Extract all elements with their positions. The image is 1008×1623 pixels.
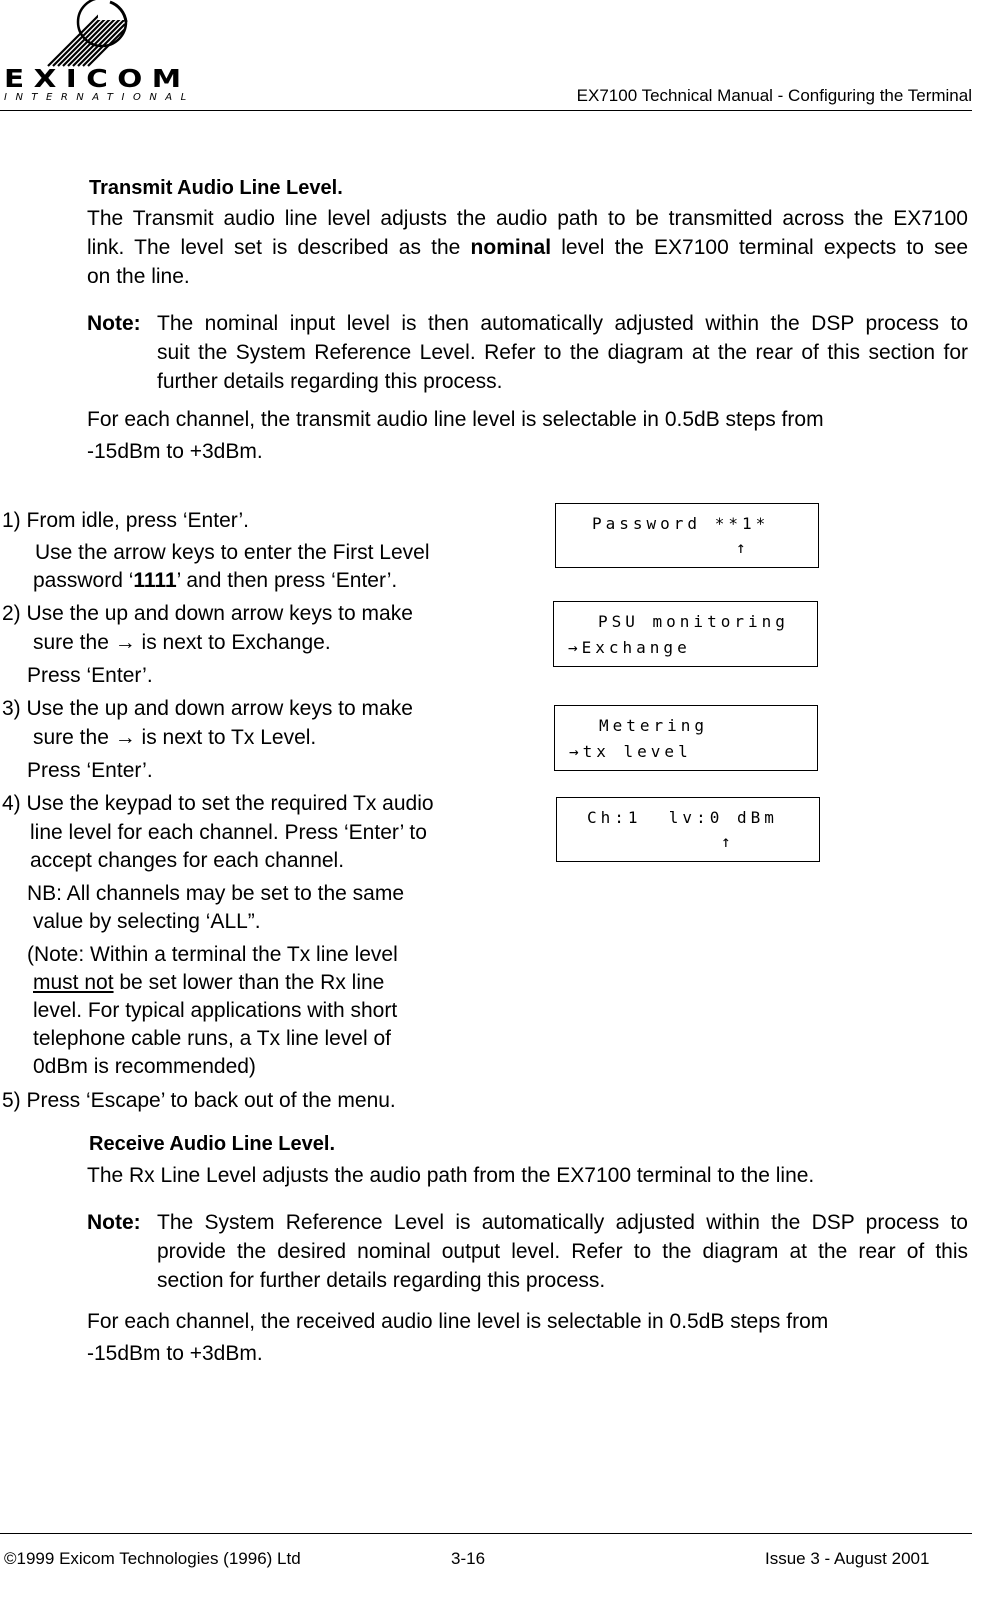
step-3-detail: sure the → is next to Tx Level. (33, 726, 317, 749)
lcd-line: Password **1* (592, 514, 770, 533)
lcd-metering-screen (554, 705, 818, 771)
step-4: 4) Use the keypad to set the required Tx audio (2, 792, 434, 815)
step-4-note: telephone cable runs, a Tx line level of (33, 1027, 392, 1050)
text-line: on the line. (87, 265, 190, 288)
rx-note-label: Note: (87, 1211, 141, 1234)
up-arrow-icon: ↑ (721, 832, 735, 851)
rx-range-line2: -15dBm to +3dBm. (87, 1342, 263, 1365)
step-4-detail: accept changes for each channel. (30, 849, 345, 872)
step-4-note: 0dBm is recommended) (33, 1055, 256, 1078)
text-line: link. The level set is described as the nominal level the EX7100 terminal expects to see (87, 236, 969, 259)
step-3: 3) Use the up and down arrow keys to make (2, 697, 413, 720)
step-1-password: password ‘1111’ and then press ‘Enter’. (33, 569, 398, 592)
footer-issue: Issue 3 - August 2001 (765, 1549, 930, 1568)
up-arrow-icon: ↑ (736, 538, 750, 557)
page-header-title: EX7100 Technical Manual - Configuring the Terminal (576, 86, 972, 105)
text-line: suit the System Reference Level. Refer to the diagram at the rear of this section for (157, 341, 968, 364)
step-5: 5) Press ‘Escape’ to back out of the menu. (2, 1089, 396, 1112)
step-4-note: must not be set lower than the Rx line (33, 971, 385, 994)
lcd-line: Metering (599, 716, 709, 735)
step-3-enter: Press ‘Enter’. (27, 759, 153, 782)
footer-copyright: ©1999 Exicom Technologies (1996) Ltd (4, 1549, 301, 1568)
rx-heading: Receive Audio Line Level. (89, 1133, 336, 1155)
step-2: 2) Use the up and down arrow keys to make (2, 602, 413, 625)
step-4-detail: line level for each channel. Press ‘Enter’ to (30, 821, 427, 844)
lcd-line: Ch:1 lv:0 dBm (587, 808, 778, 827)
text-line: provide the desired nominal output level. Refer to the diagram at the rear of this (157, 1240, 968, 1263)
tx-range-line2: -15dBm to +3dBm. (87, 440, 263, 463)
tx-note-body (157, 309, 968, 396)
lcd-password-screen (555, 503, 819, 568)
lcd-line: PSU monitoring (598, 612, 789, 631)
tx-intro-paragraph (87, 204, 968, 291)
rx-note-body (157, 1208, 968, 1295)
lcd-line: →Exchange (568, 638, 691, 657)
footer-page-number: 3-16 (451, 1549, 486, 1568)
footer-rule (0, 1533, 972, 1534)
lcd-psu-monitoring-screen (553, 601, 818, 667)
step-2-detail: sure the → is next to Exchange. (33, 631, 331, 654)
step-2-enter: Press ‘Enter’. (27, 664, 153, 687)
tx-note-label: Note: (87, 312, 141, 335)
text-line: The nominal input level is then automatically adjusted within the DSP process to (157, 312, 968, 335)
lcd-channel-level-screen (556, 797, 820, 862)
step-4-nb: NB: All channels may be set to the same (27, 882, 405, 905)
lcd-line: →tx level (569, 742, 692, 761)
text-line: The System Reference Level is automatically adjusted within the DSP process to (157, 1211, 968, 1234)
exicom-logo (2, 0, 195, 106)
text-line: The Transmit audio line level adjusts the audio path to be transmitted across the EX7100 (87, 207, 968, 230)
step-4-note: (Note: Within a terminal the Tx line level (27, 943, 398, 966)
step-1-detail: Use the arrow keys to enter the First Level (35, 541, 430, 564)
rx-intro-paragraph: The Rx Line Level adjusts the audio path from the EX7100 terminal to the line. (87, 1164, 815, 1187)
step-4-note: level. For typical applications with short (33, 999, 398, 1022)
tx-range-line1: For each channel, the transmit audio line level is selectable in 0.5dB steps from (87, 408, 824, 431)
step-4-nb: value by selecting ‘ALL”. (33, 910, 261, 933)
rx-range-line1: For each channel, the received audio line level is selectable in 0.5dB steps from (87, 1310, 829, 1333)
header-rule (0, 110, 972, 111)
text-line: section for further details regarding this process. (157, 1269, 606, 1292)
logo-subtitle: INTERNATIONAL (4, 92, 195, 103)
text-line: further details regarding this process. (157, 370, 503, 393)
step-1: 1) From idle, press ‘Enter’. (2, 509, 250, 532)
logo-wordmark: EXICOM (4, 64, 191, 93)
tx-heading: Transmit Audio Line Level. (89, 177, 343, 199)
